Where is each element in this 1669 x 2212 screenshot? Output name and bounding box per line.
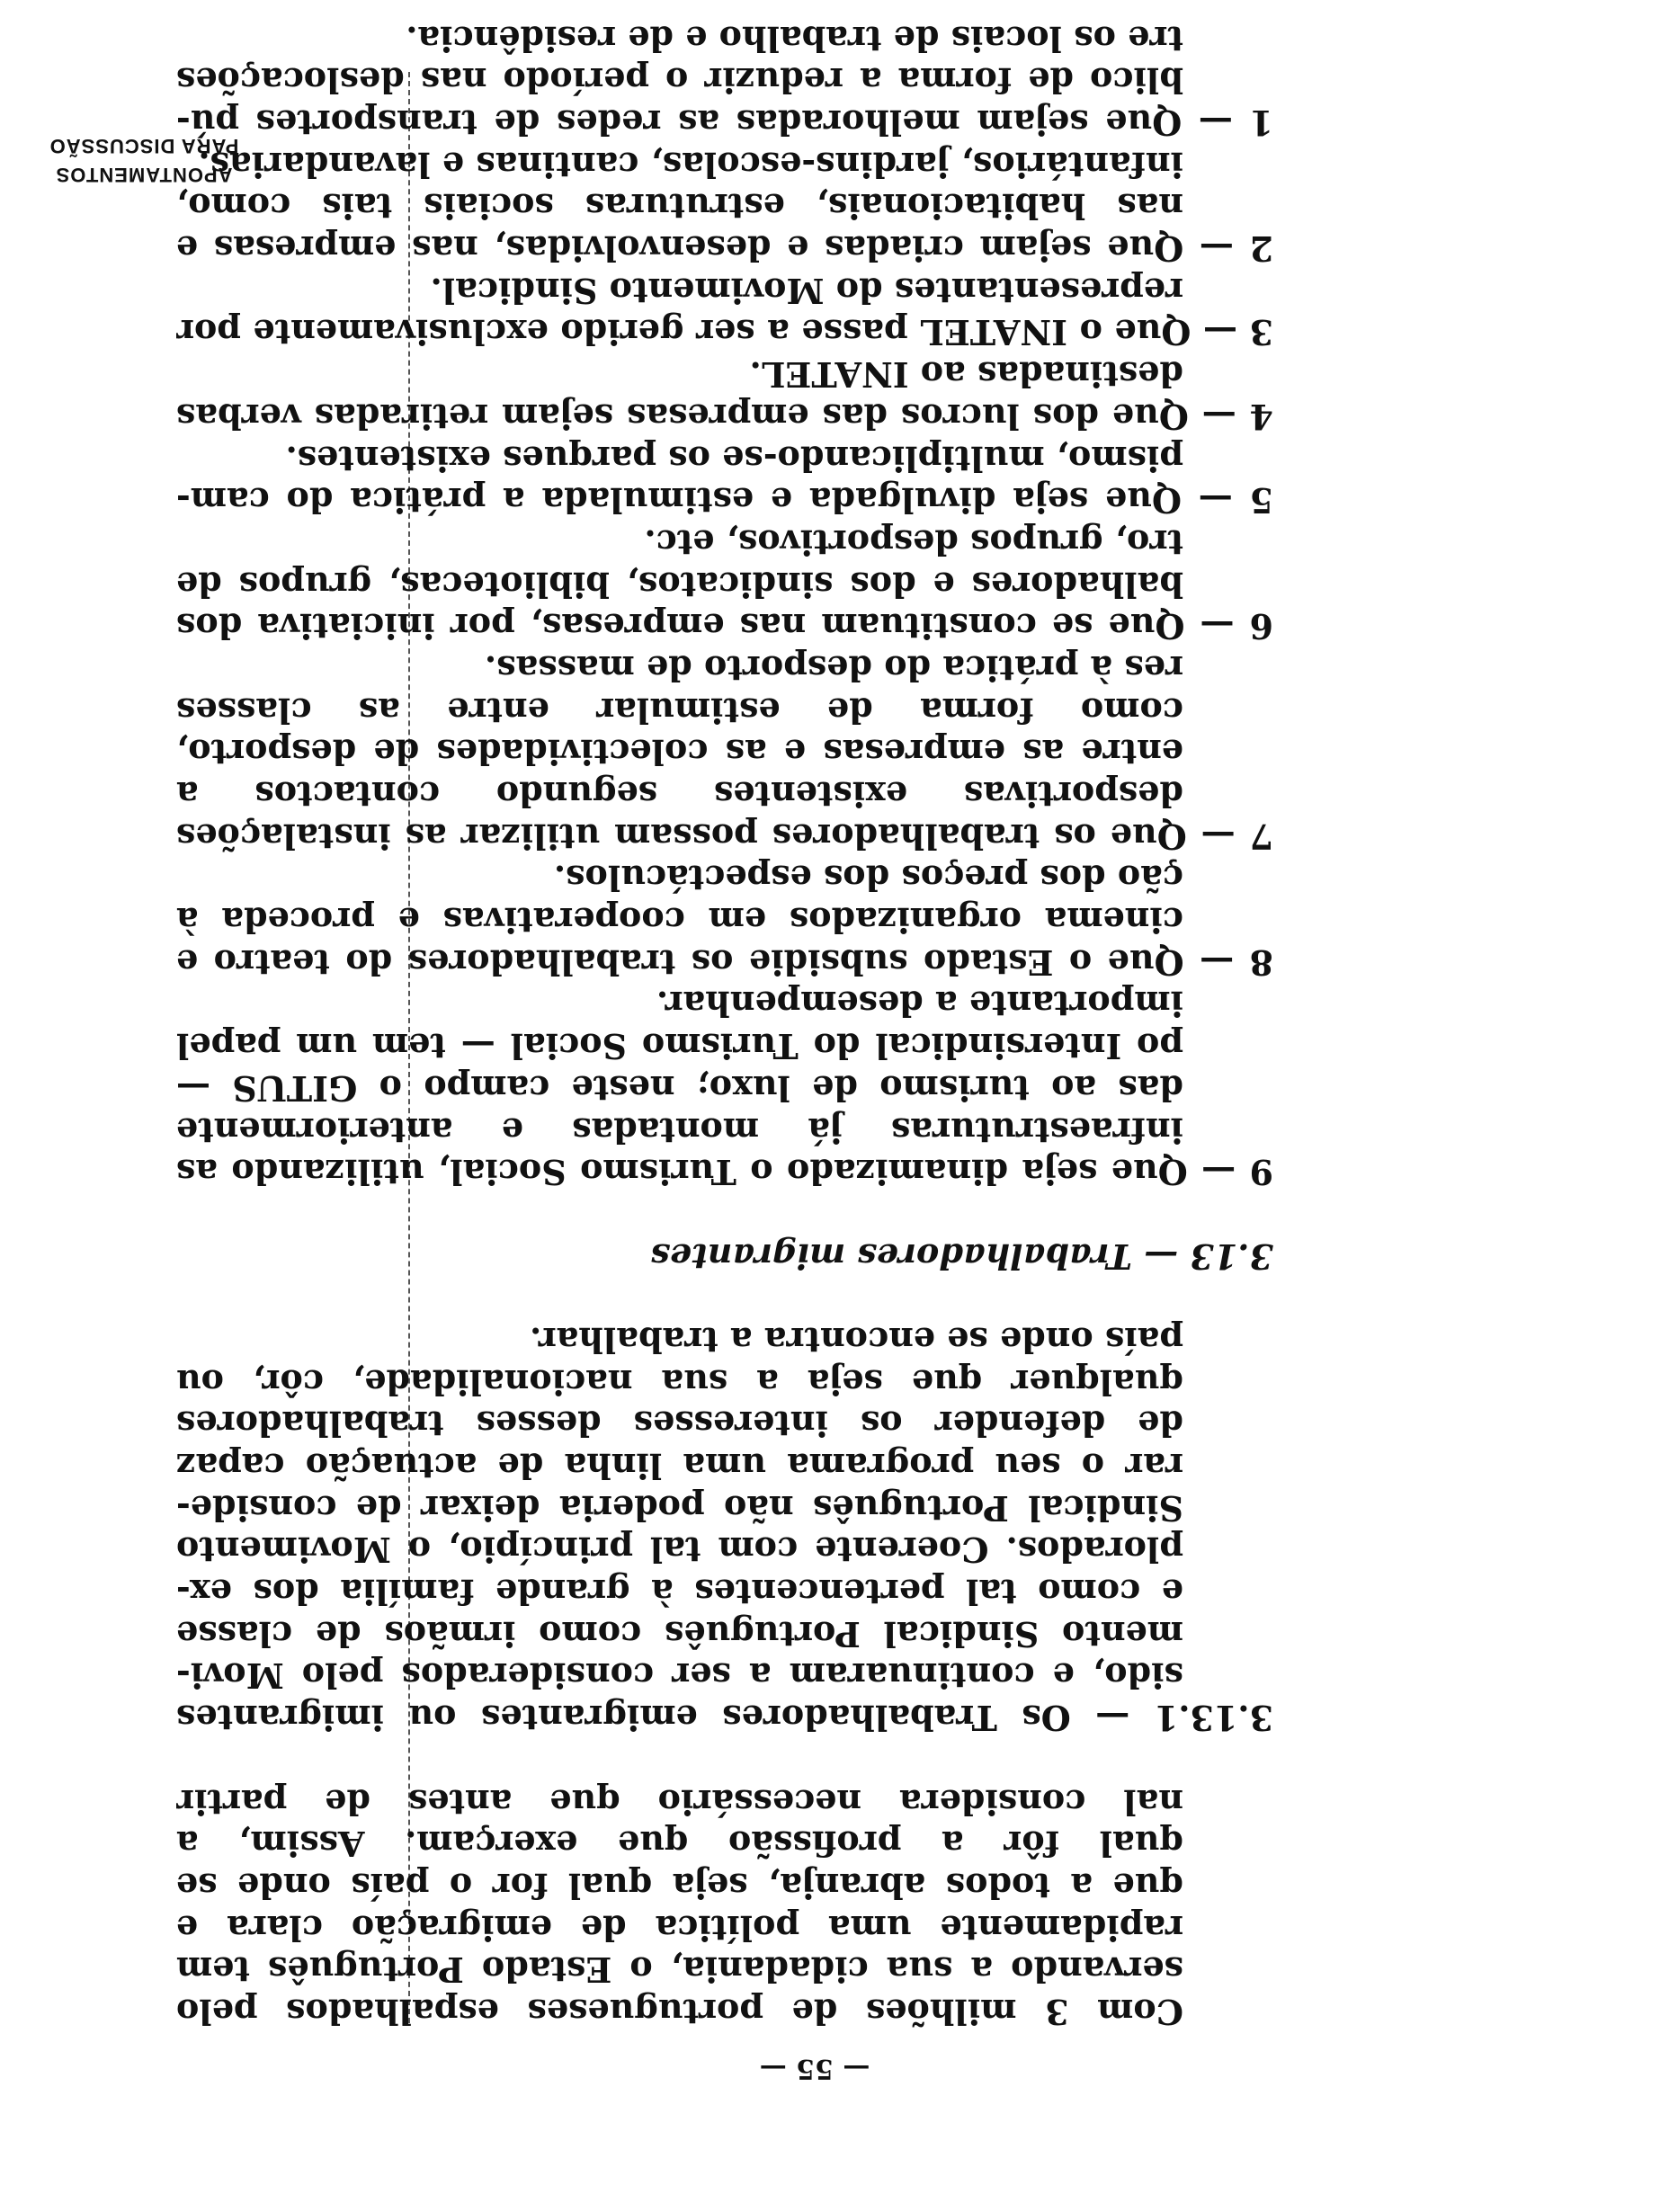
emigration-line: nal considera necessário que antes de partir [176, 1781, 1183, 1823]
list-item-line: como forma de estimular entre as classes [176, 690, 1183, 731]
list-item-line: infraestruturas já montadas e anteriormente [176, 1110, 1183, 1151]
list-item-line: infantários, jardins-escolas, cantinas e lavandarias. [198, 144, 1183, 185]
side-label-line-2: PARA DISCUSSÃO [49, 135, 239, 157]
list-item-line: 6 — Que se constituam nas empresas, por iniciativa dos [176, 606, 1273, 647]
list-item-line: 5 — Que seja divulgada e estimulada a prática do cam- [176, 480, 1273, 522]
emigration-line: rapidamente uma política de emigração clara e [176, 1907, 1183, 1949]
emigration-line: servando a sua cidadania, o Estado Português tem [176, 1949, 1183, 1991]
list-item-line: balhadores e dos sindicatos, bibliotecas, grupos de [176, 564, 1183, 605]
list-item-line: ção dos preços dos espectáculos. [553, 858, 1183, 899]
emigration-line: que a todos abranja, seja qual for o país onde se [176, 1865, 1183, 1906]
list-item-line: 2 — Que sejam criadas e desenvolvidas, nas empresas e [176, 228, 1273, 270]
migrant-paragraph-line: 3.13.1 — Os Trabalhadores emigrantes ou imigrantes [176, 1698, 1273, 1739]
list-item-line: tro, grupos desportivos, etc. [644, 522, 1183, 563]
list-item-line: res à prática do desporto de massas. [484, 648, 1183, 689]
list-item-line: nas habitacionais, estruturas sociais tais como, [176, 186, 1183, 227]
list-item-line: 8 — Que o Estado subsidie os trabalhadores do teatro e [176, 941, 1273, 983]
migrant-paragraph-line: rar o seu programa uma linha de actuação capaz [176, 1446, 1183, 1487]
migrant-paragraph-line: de defender os interesses desses trabalhadores [176, 1404, 1183, 1445]
emigration-line: Com 3 milhões de portugueses espalhados pelo [176, 1992, 1183, 2032]
list-item-line: tre os locais de trabalho e de residência. [406, 18, 1183, 59]
migrant-paragraph-line: plorados. Coerente com tal princípio, o Movimento [176, 1530, 1183, 1571]
list-item-line: 9 — Que seja dinamizado o Turismo Social, utilizando as [176, 1152, 1273, 1193]
migrant-paragraph-line: qualquer que seja a sua nacionalidade, côr, ou [176, 1361, 1183, 1403]
list-item-line: po Intersindical do Turismo Social — tem um papel [176, 1026, 1183, 1067]
list-item-line: entre as empresas e as colectividades de desporto, [176, 732, 1183, 773]
list-item-line: 1 — Que sejam melhoradas as redes de transportes pú- [176, 103, 1273, 144]
migrant-paragraph-line: Sindical Português não poderia deixar de conside- [176, 1487, 1183, 1529]
list-item-line: importante a desempenhar. [656, 984, 1183, 1025]
migrant-paragraph-line: país onde se encontra a trabalhar. [529, 1320, 1183, 1360]
list-item-line: cinema organizados em cooperativas e proceda à [176, 900, 1183, 941]
list-item-line: 7 — Que os trabalhadores possam utilizar as instalações [176, 816, 1273, 857]
migrant-paragraph-line: e como tal pertencentes à grande família dos ex- [176, 1572, 1183, 1613]
page-number: — 55 — [759, 2053, 870, 2084]
section-heading: 3.13 — Trabalhadores migrantes [650, 1235, 1273, 1277]
list-item-line: 4 — Que dos lucros das empresas sejam retiradas verbas [176, 396, 1273, 437]
emigration-line: qual fôr a profissão que exerçam. Assim, a [176, 1824, 1183, 1865]
migrant-paragraph-line: sido, e continuaram a ser considerados pelo Movi- [176, 1655, 1183, 1697]
page-content [176, 0, 1273, 2032]
list-item-line: representantes do Movimento Sindical. [430, 270, 1183, 311]
list-item-line: desportivas existentes segundo contactos a [176, 774, 1183, 816]
list-item-line: 3 — Que o INATEL passe a ser gerido exclusivamente por [176, 312, 1273, 353]
list-item-line: das ao turismo de luxo; neste campo o GITUS — [176, 1067, 1183, 1109]
migrant-paragraph-line: mento Sindical Português como irmãos de classe [176, 1613, 1183, 1655]
list-item-line: blico de forma a reduzir o período nas deslocações [176, 60, 1183, 102]
side-label-line-1: APONTAMENTOS [55, 164, 233, 186]
list-item-line: pismo, multiplicando-se os parques existentes. [285, 438, 1183, 479]
list-item-line: destinadas ao INATEL. [749, 354, 1183, 396]
